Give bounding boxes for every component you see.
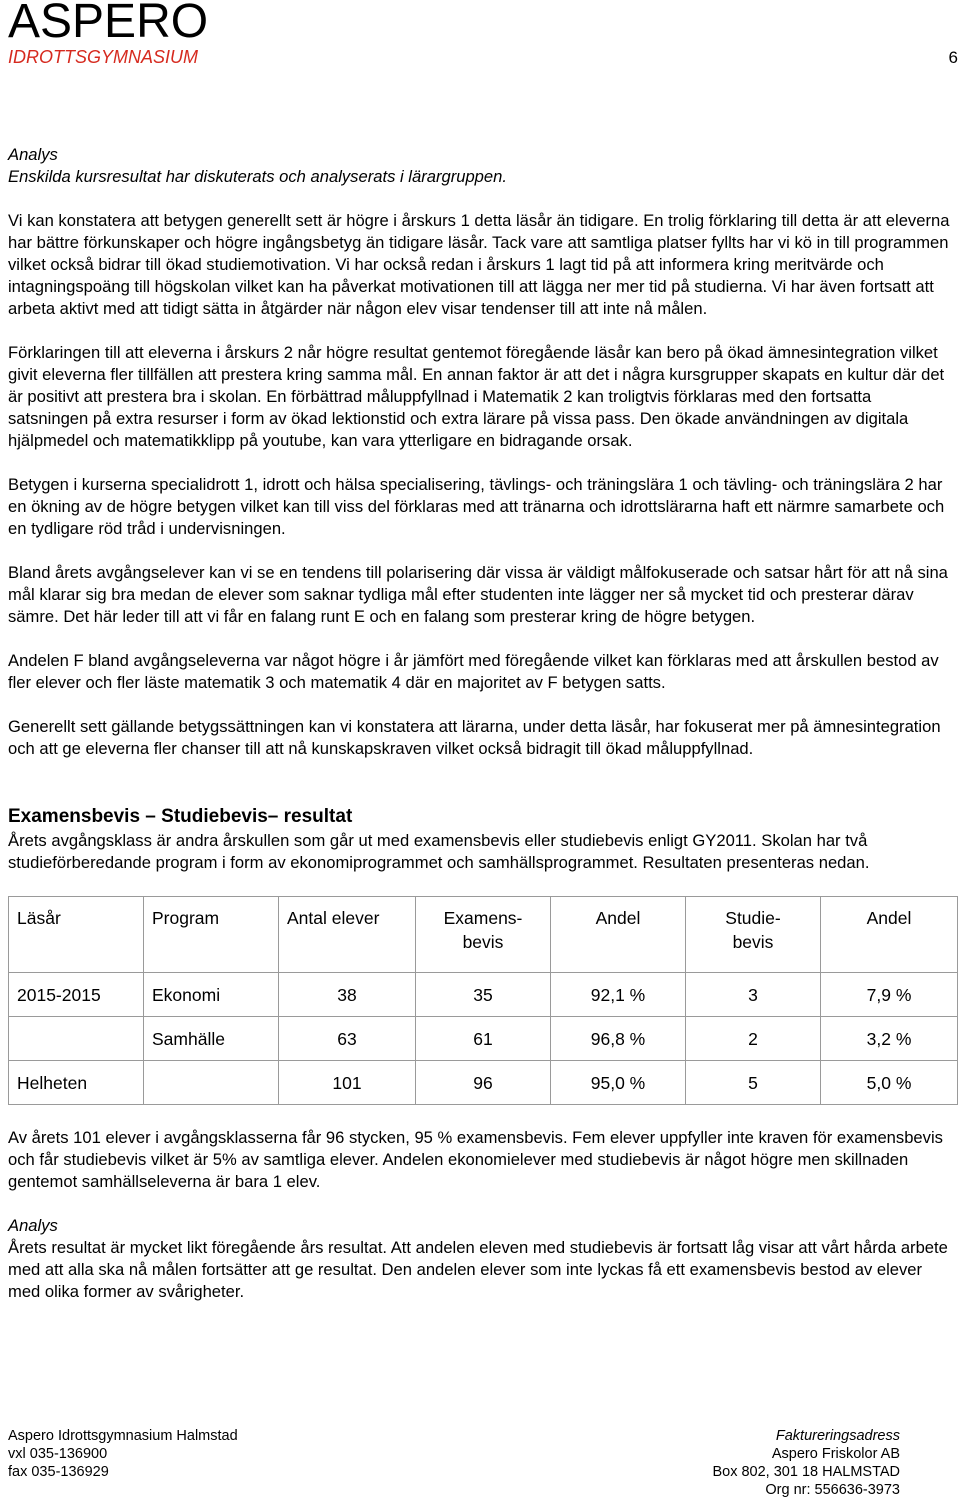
table-cell: 5,0 % <box>821 1061 958 1105</box>
brand-logo: ASPERO <box>8 0 209 48</box>
table-cell: 5 <box>686 1061 821 1105</box>
table-header-row <box>9 897 958 973</box>
table-cell: 95,0 % <box>551 1061 686 1105</box>
table-cell: Samhälle <box>144 1017 279 1061</box>
table-cell: 3,2 % <box>821 1017 958 1061</box>
footer-phone: vxl 035-136900 <box>8 1446 108 1462</box>
table-cell <box>9 1017 144 1061</box>
footer-address: Box 802, 301 18 HALMSTAD <box>712 1464 900 1480</box>
table-cell: 7,9 % <box>821 973 958 1017</box>
table-cell: 38 <box>279 973 416 1017</box>
table-header-cell: Antal elever <box>279 897 416 973</box>
table-row <box>9 1017 958 1061</box>
footer-company: Aspero Friskolor AB <box>771 1446 900 1462</box>
table-cell <box>144 1061 279 1105</box>
paragraph: Förklaringen till att eleverna i årskurs 2 når högre resultat gentemot föregående läsår kan bero på ökad ämnesintegration vilket givit eleverna fler tillfällen att prestera kring samma mål. En annan faktor är att det i några kursgrupper skapats en kultur där det är positivt att prestera bra i skolan. En förbättrad måluppfyllnad i Matematik 2 kan troligtvis förklaras med den fortsatta satsningen på extra resurser i form av ökad lektionstid och extra lärare på vissa pass. Den ökade användningen av digitala hjälpmedel och matematikklipp på youtube, kan vara ytterligare en bidragande orsak. <box>8 343 945 450</box>
analys-intro: Enskilda kursresultat har diskuterats och analyserats i lärargruppen. <box>8 167 507 186</box>
table-row <box>9 973 958 1017</box>
table-header-cell: Examens- bevis <box>416 897 551 973</box>
table-header-cell: Studie- bevis <box>686 897 821 973</box>
table-cell: 101 <box>279 1061 416 1105</box>
table-header-cell: Läsår <box>9 897 144 973</box>
table-cell: 2 <box>686 1017 821 1061</box>
paragraph: Bland årets avgångselever kan vi se en tendens till polarisering där vissa är väldigt målfokuserade och satsar hårt för att nå sina mål klarar sig bra medan de elever som saknar tydliga mål efter studenten inte lägger ner så mycket tid och presterar därav sämre. Det här leder till att vi får en falang runt E och en falang som presterar kring de högre betygen. <box>8 563 948 626</box>
paragraph: Vi kan konstatera att betygen generellt sett är högre i årskurs 1 detta läsår än tidigare. En trolig förklaring till detta är att eleverna har bättre förkunskaper och högre ingångsbetyg än tidigare läsår. Tack vare att samtliga platser fyllts har vi kö in till programmen vilket också bidrar till ökad studiemotivation. Vi har också redan i årskurs 1 lagt tid på att informera kring meritvärde och intagningspoäng till högskolan vilket kan ha påverkat motivationen till att lägga ner mer tid på studierna. Vi har även fortsatt att arbeta aktivt med att tidigt sätta in åtgärder när någon elev visar tendenser till att inte nå målen. <box>8 211 950 318</box>
analys-paragraph: Årets resultat är mycket likt föregående års resultat. Att andelen eleven med studiebevis är fortsatt låg visar att vårt hårda arbete med att alla ska nå målen fortsätter att ge resultat. Den andelen elever som inte lyckas få ett examensbevis bestod av elever med olika former av svårigheter. <box>8 1238 948 1301</box>
table-cell: 63 <box>279 1017 416 1061</box>
table-header-cell: Andel <box>551 897 686 973</box>
table-cell: 35 <box>416 973 551 1017</box>
table-cell: 2015-2015 <box>9 973 144 1017</box>
paragraph: Andelen F bland avgångseleverna var något högre i år jämfört med föregående vilket kan förklaras med att årskullen bestod av fler elever och fler läste matematik 3 och matematik 4 där en majoritet av F betygen satts. <box>8 651 939 692</box>
results-table <box>8 896 958 1105</box>
table-cell: Helheten <box>9 1061 144 1105</box>
table-header-cell: Program <box>144 897 279 973</box>
section-heading: Examensbevis – Studiebevis– resultat <box>8 806 353 827</box>
table-cell: 96 <box>416 1061 551 1105</box>
table-header-cell: Andel <box>821 897 958 973</box>
footer-billing <box>712 1427 900 1499</box>
footer-school-name: Aspero Idrottsgymnasium Halmstad <box>8 1428 238 1444</box>
footer-contact <box>8 1427 238 1481</box>
paragraph: Betygen i kurserna specialidrott 1, idrott och hälsa specialisering, tävlings- och träningslära 1 och tävling- och träningslära 2 har en ökning av de högre betygen vilket kan till viss del förklaras med att tränarna och idrottslärarna haft ett närmre samarbete och en tydligare röd tråd i undervisningen. <box>8 475 945 538</box>
page-header <box>8 0 958 80</box>
table-cell: 92,1 % <box>551 973 686 1017</box>
analys-label: Analys <box>8 1216 58 1235</box>
brand-subtitle: IDROTTSGYMNASIUM <box>8 47 199 67</box>
analys-label: Analys <box>8 145 58 164</box>
summary-paragraph: Av årets 101 elever i avgångsklasserna får 96 stycken, 95 % examensbevis. Fem elever uppfyller inte kraven för examensbevis och får studiebevis vilket är 5% av samtliga elever. Andelen ekonomielever med studiebevis är något högre men skillnaden gentemot samhällseleverna är bara 1 elev. <box>8 1128 943 1191</box>
footer-billing-heading: Faktureringsadress <box>775 1428 900 1444</box>
table-cell: Ekonomi <box>144 973 279 1017</box>
table-cell: 3 <box>686 973 821 1017</box>
table-cell: 61 <box>416 1017 551 1061</box>
table-row <box>9 1061 958 1105</box>
paragraph: Generellt sett gällande betygssättningen kan vi konstatera att lärarna, under detta läsår, har fokuserat mer på ämnesintegration och att ge eleverna fler chanser till att nå kunskapskraven vilket också bidragit till ökad måluppfyllnad. <box>8 717 941 758</box>
document-body <box>8 144 952 1303</box>
footer-fax: fax 035-136929 <box>8 1464 109 1480</box>
footer-org-nr: Org nr: 556636-3973 <box>765 1482 900 1498</box>
page-number: 6 <box>948 48 958 67</box>
table-cell: 96,8 % <box>551 1017 686 1061</box>
section-intro: Årets avgångsklass är andra årskullen som går ut med examensbevis eller studiebevis enligt GY2011. Skolan har två studieförberedande program i form av ekonomiprogrammet och samhällsprogrammet. Resultaten presenteras nedan. <box>8 831 870 872</box>
